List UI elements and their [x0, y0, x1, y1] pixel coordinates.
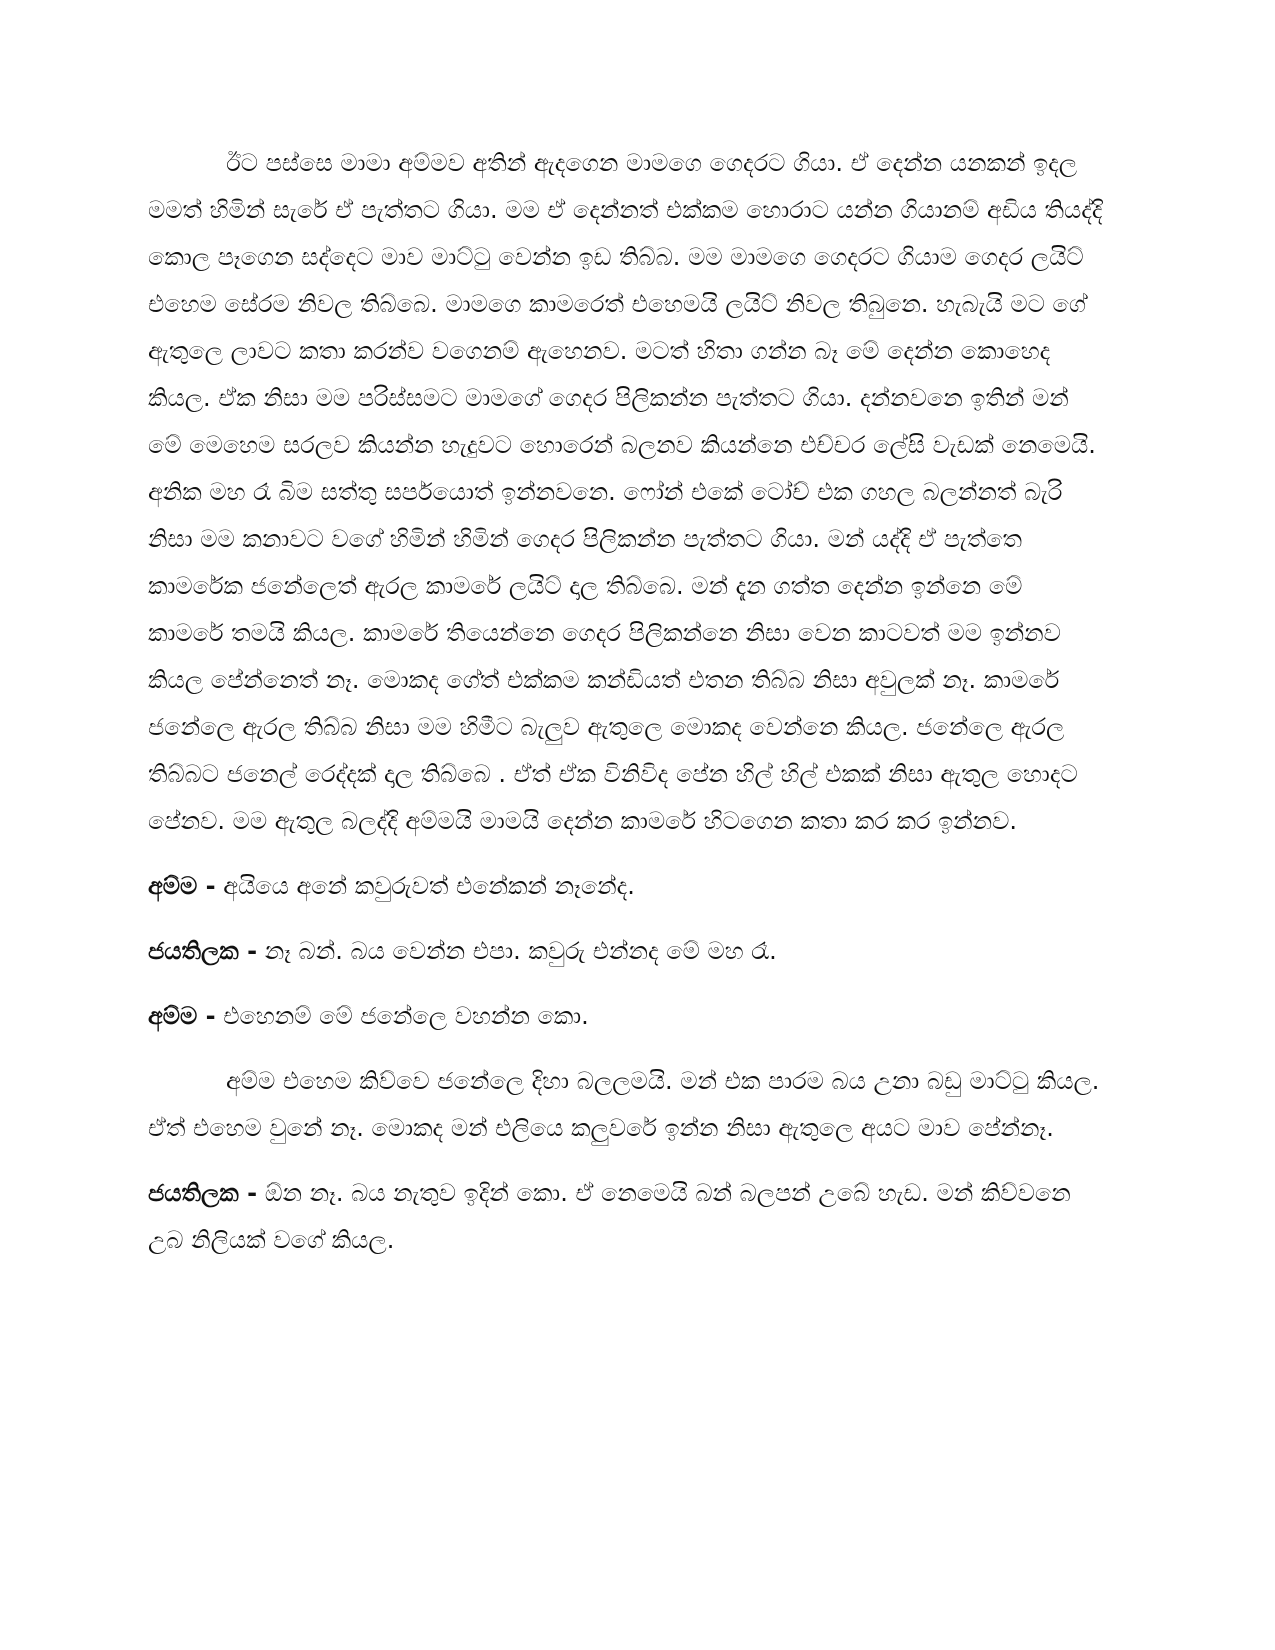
document-page	[148, 140, 1103, 1282]
dialogue-text: නෑ බන්. බය වෙන්න එපා. කවුරු එන්නද මේ මහ රෑ.	[257, 937, 777, 965]
dialogue-line-4	[148, 1170, 1103, 1264]
dialogue-text: අයියෙ අනේ කවුරුවත් එනේකන් නෑනේද.	[215, 872, 635, 900]
dialogue-text: ඕන නෑ. බය නැතුව ඉදින් කො. ඒ නෙමෙයි බන් බලපන් උබේ හැඩ. මන් කිව්වනෙ උබ නිලියක් වගේ කියල.	[148, 1179, 1071, 1254]
speaker-name: ජයතිලක -	[148, 1179, 258, 1207]
dialogue-line-2	[148, 928, 1103, 975]
speaker-name: ජයතිලක -	[148, 937, 258, 965]
speaker-name: අම්ම -	[148, 1002, 216, 1030]
paragraph-2: අම්ම එහෙම කිව්වෙ ජනේලෙ දිහා බලලමයි. මන් එක පාරම බය උනා බඩු මාට්ටු කියල. ඒත් එහෙම වුනේ නෑ. මොකද මන් එලියෙ කලුවරේ ඉන්න නිසා ඇතුලෙ අයට මාව පේන්නෑ.	[148, 1067, 1100, 1142]
paragraph-1: ඊට පස්සෙ මාමා අම්මව අතින් ඇදගෙන මාමගෙ ගෙදරට ගියා. ඒ දෙන්න යනකන් ඉදල මමත් හිමින් සැරේ ඒ පැත්තට ගියා. මම ඒ දෙන්නත් එක්කම හොරාට යන්න ගියානම් අඩිය තියද්දි කොල පෑගෙන සද්දෙට මාව මාට්ටු වෙන්න ඉඩ තිබ්බ. මම මාමගෙ ගෙදරට ගියාම ගෙදර ලයිට් එහෙම සේරම නිවල තිබ්බෙ. මාමගෙ කාමරෙත් එහෙමයි ලයිට් නිවල තිබුනෙ. හැබැයි මට ගේ ඇතුලෙ ලාවට කතා කරන්ව වගෙනම් ඇහෙනව. මටත් හිතා ගන්න බෑ මේ දෙන්න කොහෙද කියල. ඒක නිසා මම පරිස්සමට මාමගේ ගෙදර පිලිකන්න පැත්තට ගියා. දන්නවනෙ ඉතින් මන් මේ මෙහෙම සරලව කියන්න හැදුවට හොරෙන් බලනව කියන්නෙ එච්චර ලේසි වැඩක් නෙමෙයි. අනික මහ රෑ බිම සත්තු සර්පයොත් ඉන්නවනෙ. ෆෝන් එකේ ටෝච් එක ගහල බලන්නත් බැරි නිසා මම කනාවට වගේ හිමින් හිමින් ගෙදර පිලිකන්න පැත්තට ගියා. මන් යද්දි ඒ පැත්තෙ කාමරේක ජනේලෙත් ඇරල කාමරේ ලයිට් දාල තිබ්බෙ. මන් දැන ගත්ත දෙන්න ඉන්නෙ මේ කාමරේ තමයි කියල. කාමරේ තියෙන්නෙ ගෙදර පිලිකන්නෙ නිසා වෙන කාටවත් මම ඉන්නව කියල පේන්නෙත් නෑ. මොකද ගේත් එක්කම කන්ඩියත් එතන තිබ්බ නිසා අවුලක් නෑ. කාමරේ ජනේලෙ ඇරල තිබ්බ නිසා මම හිමීට බැලුව ඇතුලෙ මොකද වෙන්නෙ කියල. ජනේලෙ ඇරල තිබ්බට ජනෙල් රෙද්දක් දාල තිබ්බෙ . ඒත් ඒක විනිවිද පේන හිල් හිල් එකක් නිසා ඇතුල හොදට පේනව. මම ඇතුල බලද්දි අම්මයි මාමයි දෙන්න කාමරේ හිටගෙන කතා කර කර ඉන්නව.	[148, 149, 1103, 835]
dialogue-line-3	[148, 993, 1103, 1040]
speaker-name: අම්ම -	[148, 872, 216, 900]
dialogue-line-1	[148, 863, 1103, 910]
dialogue-text: එහෙනම් මේ ජනේලෙ වහන්න කො.	[215, 1002, 589, 1030]
